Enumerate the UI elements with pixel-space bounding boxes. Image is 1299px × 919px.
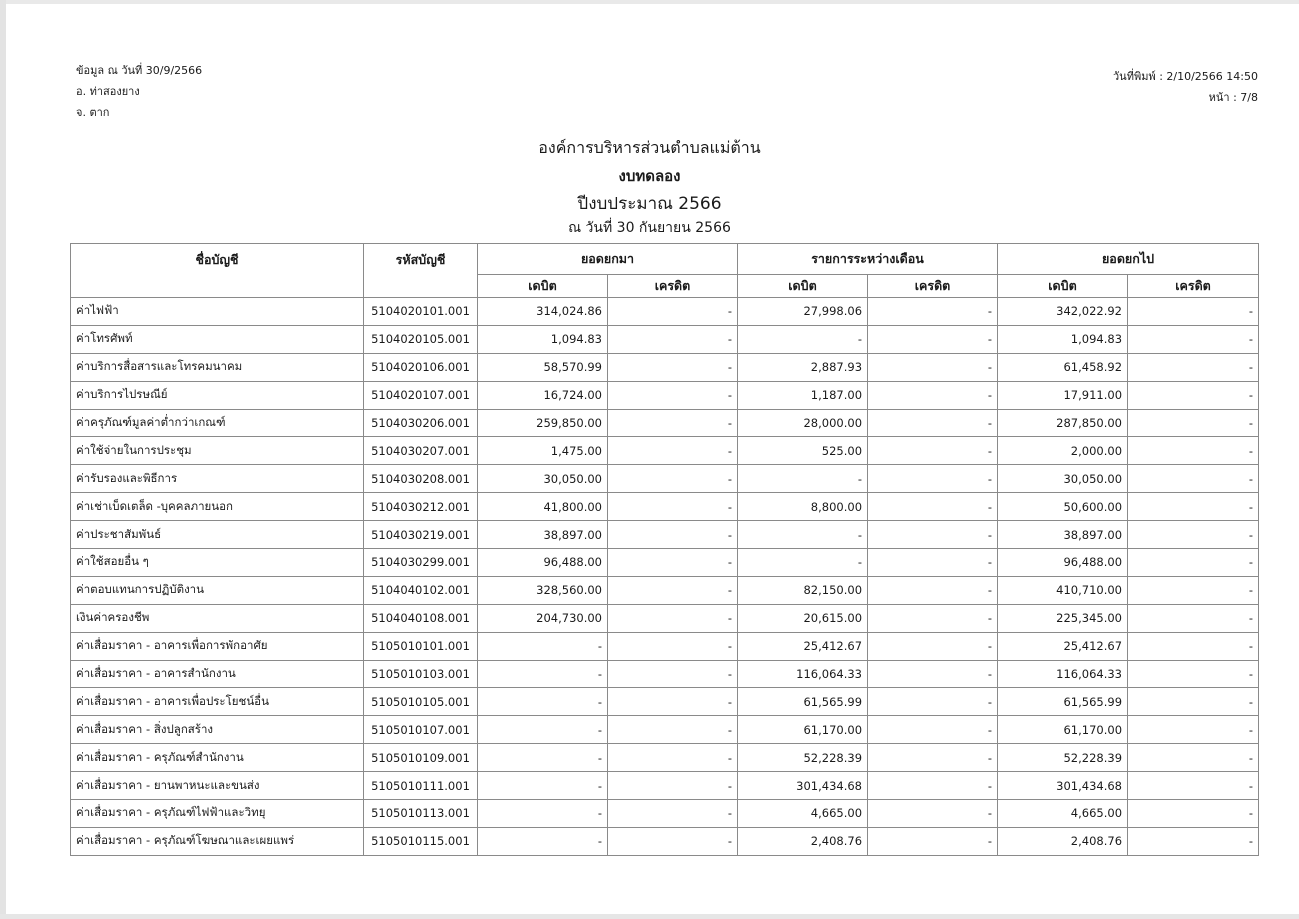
brought-forward-credit-cell: -	[608, 604, 738, 632]
account-name-cell: ค่าโทรศัพท์	[71, 325, 364, 353]
carried-forward-credit-cell: -	[1128, 576, 1259, 604]
month-debit-cell: 61,565.99	[738, 688, 868, 716]
account-name-cell: ค่าบริการสื่อสารและโทรคมนาคม	[71, 353, 364, 381]
brought-forward-debit-cell: -	[478, 632, 608, 660]
month-debit-cell: 25,412.67	[738, 632, 868, 660]
brought-forward-debit-cell: 41,800.00	[478, 493, 608, 521]
month-credit-cell: -	[868, 716, 998, 744]
table-row	[71, 325, 1259, 353]
account-name-cell: ค่าประชาสัมพันธ์	[71, 521, 364, 549]
carried-forward-credit-cell: -	[1128, 827, 1259, 855]
month-credit-cell: -	[868, 521, 998, 549]
column-header-debit: เดบิต	[738, 275, 868, 298]
carried-forward-credit-cell: -	[1128, 381, 1259, 409]
table-row	[71, 437, 1259, 465]
carried-forward-debit-cell: 61,170.00	[998, 716, 1128, 744]
carried-forward-credit-cell: -	[1128, 325, 1259, 353]
table-row	[71, 409, 1259, 437]
month-debit-cell: -	[738, 465, 868, 493]
account-name-cell: ค่าเสื่อมราคา - อาคารเพื่อการพักอาศัย	[71, 632, 364, 660]
table-row	[71, 688, 1259, 716]
account-name-cell: ค่าเสื่อมราคา - ครุภัณฑ์ไฟฟ้าและวิทยุ	[71, 800, 364, 828]
brought-forward-debit-cell: -	[478, 744, 608, 772]
table-row	[71, 604, 1259, 632]
month-debit-cell: 2,408.76	[738, 827, 868, 855]
month-debit-cell: 4,665.00	[738, 800, 868, 828]
carried-forward-credit-cell: -	[1128, 604, 1259, 632]
month-debit-cell: 28,000.00	[738, 409, 868, 437]
month-credit-cell: -	[868, 325, 998, 353]
brought-forward-credit-cell: -	[608, 688, 738, 716]
month-credit-cell: -	[868, 660, 998, 688]
month-debit-cell: 2,887.93	[738, 353, 868, 381]
account-code-cell: 5105010115.001	[364, 827, 478, 855]
table-row	[71, 827, 1259, 855]
province: จ. ตาก	[76, 106, 110, 119]
carried-forward-credit-cell: -	[1128, 465, 1259, 493]
brought-forward-credit-cell: -	[608, 744, 738, 772]
brought-forward-credit-cell: -	[608, 660, 738, 688]
account-code-cell: 5104020106.001	[364, 353, 478, 381]
carried-forward-debit-cell: 50,600.00	[998, 493, 1128, 521]
account-code-cell: 5104030219.001	[364, 521, 478, 549]
brought-forward-debit-cell: -	[478, 688, 608, 716]
carried-forward-credit-cell: -	[1128, 353, 1259, 381]
carried-forward-debit-cell: 96,488.00	[998, 549, 1128, 577]
carried-forward-debit-cell: 287,850.00	[998, 409, 1128, 437]
brought-forward-debit-cell: -	[478, 827, 608, 855]
account-code-cell: 5105010103.001	[364, 660, 478, 688]
report-date: ณ วันที่ 30 กันยายน 2566	[568, 220, 731, 236]
column-group-brought-forward: ยอดยกมา	[478, 244, 738, 275]
brought-forward-credit-cell: -	[608, 800, 738, 828]
carried-forward-debit-cell: 38,897.00	[998, 521, 1128, 549]
table-body	[71, 298, 1259, 856]
table-row	[71, 549, 1259, 577]
account-code-cell: 5105010113.001	[364, 800, 478, 828]
month-credit-cell: -	[868, 549, 998, 577]
brought-forward-debit-cell: -	[478, 772, 608, 800]
account-code-cell: 5104030206.001	[364, 409, 478, 437]
account-code-cell: 5104040108.001	[364, 604, 478, 632]
month-credit-cell: -	[868, 632, 998, 660]
account-code-cell: 5105010111.001	[364, 772, 478, 800]
month-debit-cell: 525.00	[738, 437, 868, 465]
brought-forward-debit-cell: 259,850.00	[478, 409, 608, 437]
brought-forward-credit-cell: -	[608, 576, 738, 604]
organization-title: องค์การบริหารส่วนตำบลแม่ต้าน	[538, 138, 761, 157]
month-credit-cell: -	[868, 353, 998, 381]
table-row	[71, 298, 1259, 326]
scan-edge-bottom	[0, 914, 1299, 919]
account-name-cell: ค่าเสื่อมราคา - ครุภัณฑ์สำนักงาน	[71, 744, 364, 772]
carried-forward-credit-cell: -	[1128, 660, 1259, 688]
month-credit-cell: -	[868, 493, 998, 521]
month-credit-cell: -	[868, 465, 998, 493]
brought-forward-credit-cell: -	[608, 772, 738, 800]
month-debit-cell: -	[738, 549, 868, 577]
data-as-of: ข้อมูล ณ วันที่ 30/9/2566	[76, 64, 203, 77]
brought-forward-credit-cell: -	[608, 716, 738, 744]
table-row	[71, 465, 1259, 493]
account-code-cell: 5105010107.001	[364, 716, 478, 744]
account-code-cell: 5104020105.001	[364, 325, 478, 353]
carried-forward-credit-cell: -	[1128, 298, 1259, 326]
brought-forward-debit-cell: 1,094.83	[478, 325, 608, 353]
brought-forward-credit-cell: -	[608, 549, 738, 577]
table-row	[71, 800, 1259, 828]
carried-forward-debit-cell: 2,408.76	[998, 827, 1128, 855]
carried-forward-credit-cell: -	[1128, 632, 1259, 660]
account-code-cell: 5104030299.001	[364, 549, 478, 577]
table-row	[71, 660, 1259, 688]
month-credit-cell: -	[868, 604, 998, 632]
carried-forward-debit-cell: 52,228.39	[998, 744, 1128, 772]
month-credit-cell: -	[868, 688, 998, 716]
document-title: งบทดลอง	[618, 167, 681, 185]
carried-forward-debit-cell: 410,710.00	[998, 576, 1128, 604]
column-header-debit: เดบิต	[998, 275, 1128, 298]
brought-forward-credit-cell: -	[608, 381, 738, 409]
carried-forward-debit-cell: 225,345.00	[998, 604, 1128, 632]
carried-forward-credit-cell: -	[1128, 716, 1259, 744]
carried-forward-credit-cell: -	[1128, 744, 1259, 772]
account-name-cell: ค่ารับรองและพิธีการ	[71, 465, 364, 493]
table-row	[71, 744, 1259, 772]
month-credit-cell: -	[868, 381, 998, 409]
fiscal-year: ปีงบประมาณ 2566	[577, 194, 722, 214]
brought-forward-debit-cell: -	[478, 716, 608, 744]
month-debit-cell: 301,434.68	[738, 772, 868, 800]
column-header-account-name: ชื่อบัญชี	[71, 244, 364, 298]
carried-forward-debit-cell: 4,665.00	[998, 800, 1128, 828]
month-credit-cell: -	[868, 827, 998, 855]
brought-forward-credit-cell: -	[608, 409, 738, 437]
carried-forward-debit-cell: 2,000.00	[998, 437, 1128, 465]
carried-forward-debit-cell: 342,022.92	[998, 298, 1128, 326]
month-debit-cell: 61,170.00	[738, 716, 868, 744]
month-credit-cell: -	[868, 298, 998, 326]
table-row	[71, 576, 1259, 604]
carried-forward-credit-cell: -	[1128, 521, 1259, 549]
carried-forward-credit-cell: -	[1128, 409, 1259, 437]
account-code-cell: 5104030208.001	[364, 465, 478, 493]
carried-forward-credit-cell: -	[1128, 437, 1259, 465]
account-name-cell: ค่าเสื่อมราคา - อาคารสำนักงาน	[71, 660, 364, 688]
month-credit-cell: -	[868, 772, 998, 800]
account-name-cell: ค่าตอบแทนการปฏิบัติงาน	[71, 576, 364, 604]
brought-forward-credit-cell: -	[608, 437, 738, 465]
carried-forward-credit-cell: -	[1128, 800, 1259, 828]
carried-forward-debit-cell: 116,064.33	[998, 660, 1128, 688]
print-date: วันที่พิมพ์ : 2/10/2566 14:50	[1113, 70, 1258, 83]
carried-forward-debit-cell: 17,911.00	[998, 381, 1128, 409]
report-meta-left	[76, 60, 202, 123]
brought-forward-credit-cell: -	[608, 521, 738, 549]
page-number: หน้า : 7/8	[1208, 91, 1258, 104]
month-credit-cell: -	[868, 409, 998, 437]
carried-forward-debit-cell: 30,050.00	[998, 465, 1128, 493]
table-row	[71, 521, 1259, 549]
brought-forward-credit-cell: -	[608, 325, 738, 353]
carried-forward-debit-cell: 301,434.68	[998, 772, 1128, 800]
month-debit-cell: 82,150.00	[738, 576, 868, 604]
brought-forward-credit-cell: -	[608, 632, 738, 660]
table-row	[71, 632, 1259, 660]
table-row	[71, 493, 1259, 521]
carried-forward-credit-cell: -	[1128, 772, 1259, 800]
account-name-cell: ค่าไฟฟ้า	[71, 298, 364, 326]
brought-forward-debit-cell: 30,050.00	[478, 465, 608, 493]
account-name-cell: เงินค่าครองชีพ	[71, 604, 364, 632]
month-debit-cell: -	[738, 325, 868, 353]
month-credit-cell: -	[868, 576, 998, 604]
account-code-cell: 5104020107.001	[364, 381, 478, 409]
column-header-credit: เครดิต	[608, 275, 738, 298]
carried-forward-credit-cell: -	[1128, 549, 1259, 577]
brought-forward-debit-cell: 328,560.00	[478, 576, 608, 604]
carried-forward-debit-cell: 1,094.83	[998, 325, 1128, 353]
account-name-cell: ค่าใช้จ่ายในการประชุม	[71, 437, 364, 465]
month-debit-cell: -	[738, 521, 868, 549]
brought-forward-debit-cell: 314,024.86	[478, 298, 608, 326]
carried-forward-credit-cell: -	[1128, 493, 1259, 521]
brought-forward-debit-cell: 38,897.00	[478, 521, 608, 549]
column-header-account-code: รหัสบัญชี	[364, 244, 478, 298]
account-code-cell: 5104030207.001	[364, 437, 478, 465]
account-name-cell: ค่าใช้สอยอื่น ๆ	[71, 549, 364, 577]
column-header-credit: เครดิต	[868, 275, 998, 298]
carried-forward-debit-cell: 61,565.99	[998, 688, 1128, 716]
carried-forward-credit-cell: -	[1128, 688, 1259, 716]
account-name-cell: ค่าเสื่อมราคา - ครุภัณฑ์โฆษณาและเผยแพร่	[71, 827, 364, 855]
account-name-cell: ค่าเช่าเบ็ดเตล็ด -บุคคลภายนอก	[71, 493, 364, 521]
trial-balance-table	[70, 243, 1259, 856]
table-row	[71, 353, 1259, 381]
table-row	[71, 716, 1259, 744]
month-debit-cell: 1,187.00	[738, 381, 868, 409]
report-meta-right	[1113, 66, 1258, 108]
account-name-cell: ค่าครุภัณฑ์มูลค่าต่ำกว่าเกณฑ์	[71, 409, 364, 437]
account-code-cell: 5104020101.001	[364, 298, 478, 326]
account-code-cell: 5105010105.001	[364, 688, 478, 716]
table-row	[71, 381, 1259, 409]
account-code-cell: 5104040102.001	[364, 576, 478, 604]
brought-forward-debit-cell: 96,488.00	[478, 549, 608, 577]
month-credit-cell: -	[868, 437, 998, 465]
table-header	[71, 244, 1259, 298]
brought-forward-debit-cell: 16,724.00	[478, 381, 608, 409]
month-debit-cell: 20,615.00	[738, 604, 868, 632]
month-credit-cell: -	[868, 744, 998, 772]
carried-forward-debit-cell: 25,412.67	[998, 632, 1128, 660]
brought-forward-debit-cell: 58,570.99	[478, 353, 608, 381]
account-code-cell: 5105010109.001	[364, 744, 478, 772]
brought-forward-credit-cell: -	[608, 493, 738, 521]
account-code-cell: 5105010101.001	[364, 632, 478, 660]
brought-forward-debit-cell: 204,730.00	[478, 604, 608, 632]
column-group-carried-forward: ยอดยกไป	[998, 244, 1259, 275]
account-name-cell: ค่าเสื่อมราคา - อาคารเพื่อประโยชน์อื่น	[71, 688, 364, 716]
month-debit-cell: 27,998.06	[738, 298, 868, 326]
month-credit-cell: -	[868, 800, 998, 828]
month-debit-cell: 52,228.39	[738, 744, 868, 772]
brought-forward-credit-cell: -	[608, 298, 738, 326]
brought-forward-credit-cell: -	[608, 827, 738, 855]
carried-forward-debit-cell: 61,458.92	[998, 353, 1128, 381]
brought-forward-credit-cell: -	[608, 353, 738, 381]
month-debit-cell: 8,800.00	[738, 493, 868, 521]
account-name-cell: ค่าบริการไปรษณีย์	[71, 381, 364, 409]
district: อ. ท่าสองยาง	[76, 85, 140, 98]
month-debit-cell: 116,064.33	[738, 660, 868, 688]
table-row	[71, 772, 1259, 800]
brought-forward-credit-cell: -	[608, 465, 738, 493]
account-name-cell: ค่าเสื่อมราคา - สิ่งปลูกสร้าง	[71, 716, 364, 744]
column-group-during-month: รายการระหว่างเดือน	[738, 244, 998, 275]
brought-forward-debit-cell: -	[478, 660, 608, 688]
brought-forward-debit-cell: -	[478, 800, 608, 828]
brought-forward-debit-cell: 1,475.00	[478, 437, 608, 465]
column-header-credit: เครดิต	[1128, 275, 1259, 298]
scan-edge-top	[0, 0, 1299, 4]
account-code-cell: 5104030212.001	[364, 493, 478, 521]
column-header-debit: เดบิต	[478, 275, 608, 298]
account-name-cell: ค่าเสื่อมราคา - ยานพาหนะและขนส่ง	[71, 772, 364, 800]
